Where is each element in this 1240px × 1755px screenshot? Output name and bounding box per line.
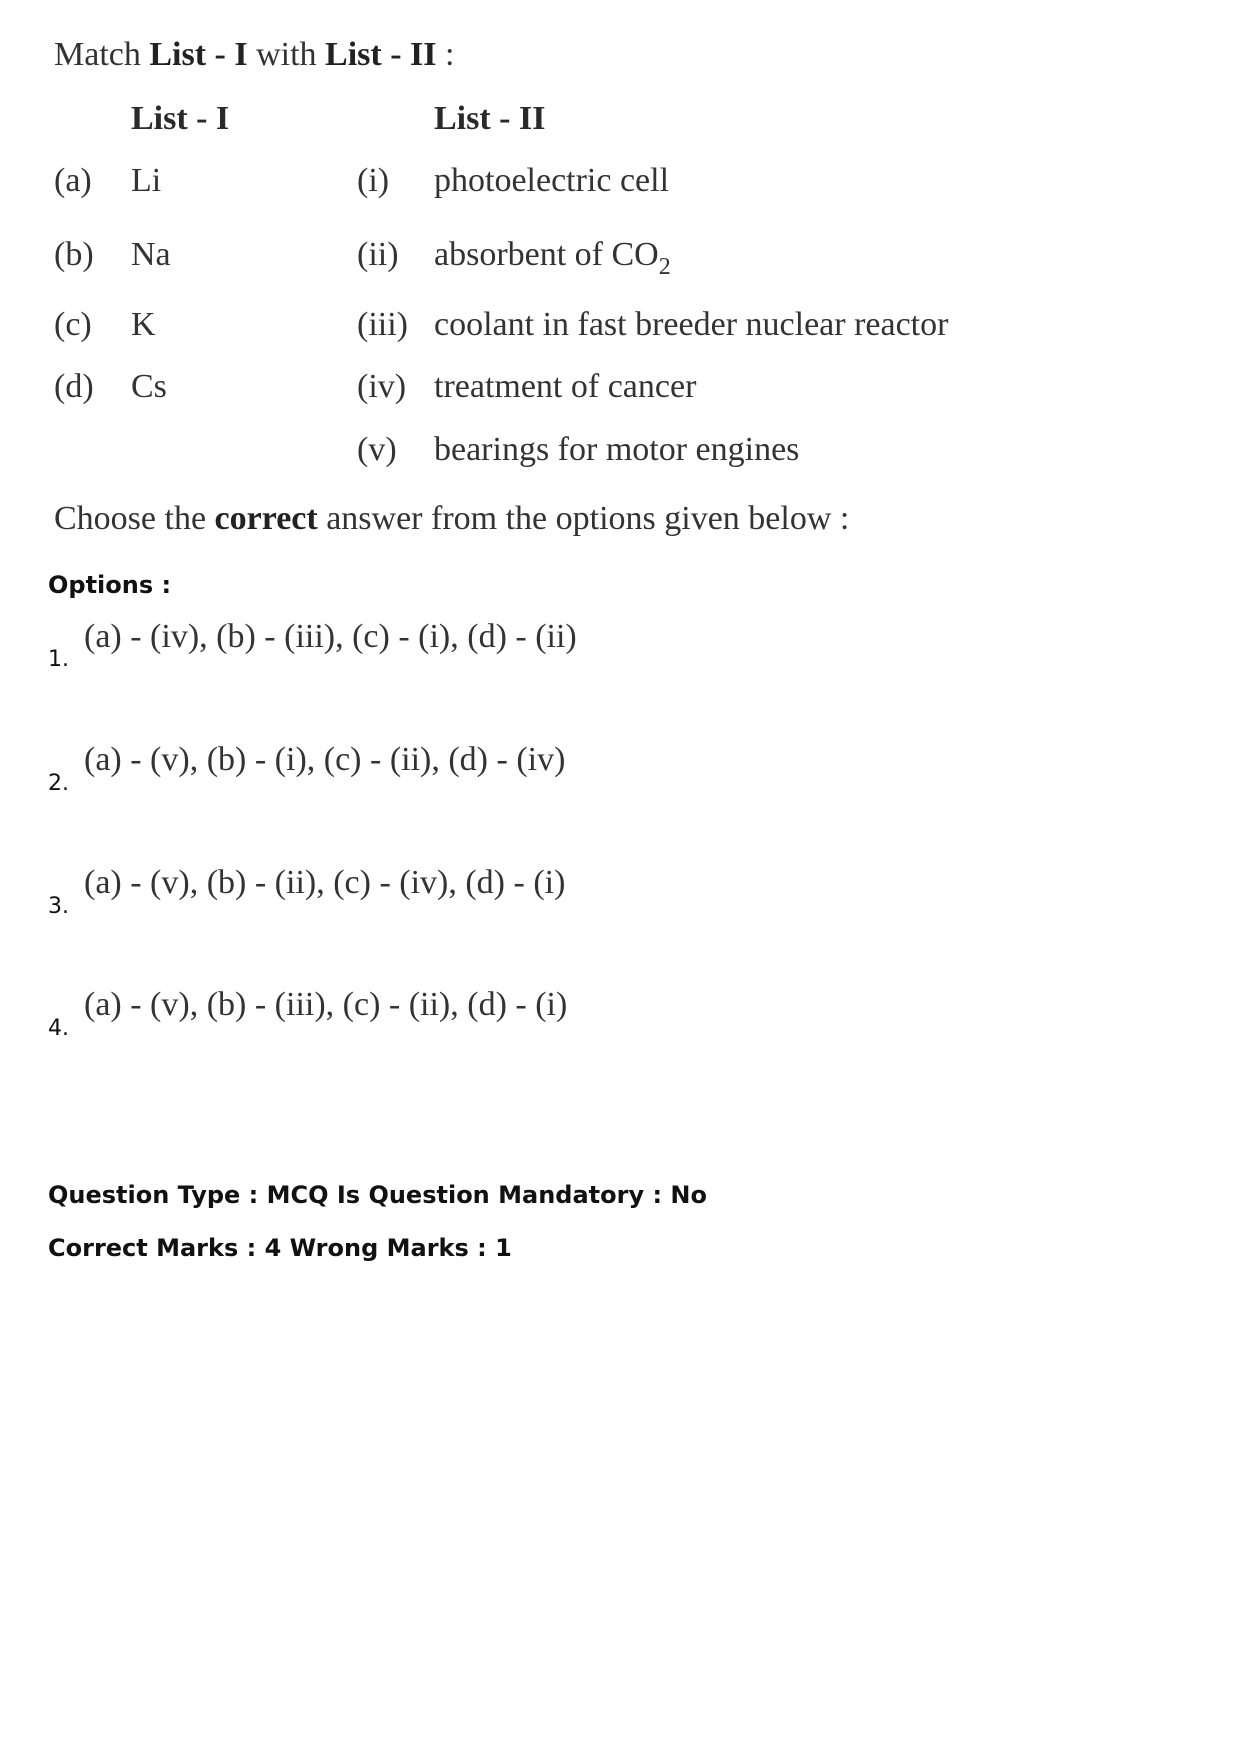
list2-text: coolant in fast breeder nuclear reactor bbox=[434, 306, 949, 343]
list1-item: Na bbox=[131, 236, 171, 273]
list1-item: K bbox=[131, 306, 156, 343]
choose-prefix: Choose the bbox=[54, 500, 215, 537]
instruction-list1: List - I bbox=[149, 36, 248, 73]
list2-text-main: absorbent of CO bbox=[434, 236, 659, 273]
list2-text: photoelectric cell bbox=[434, 162, 670, 199]
list1-label: (c) bbox=[54, 306, 92, 343]
option-4[interactable]: (a) - (v), (b) - (iii), (c) - (ii), (d) - (i) bbox=[84, 986, 568, 1023]
choose-suffix: answer from the options given below : bbox=[317, 500, 850, 537]
option-2[interactable]: (a) - (v), (b) - (i), (c) - (ii), (d) - (iv) bbox=[84, 741, 566, 778]
list1-label: (d) bbox=[54, 368, 94, 405]
list1-item: Cs bbox=[131, 368, 167, 405]
option-number: 2. bbox=[48, 771, 69, 796]
choose-bold: correct bbox=[214, 500, 318, 537]
subscript-2: 2 bbox=[658, 254, 671, 280]
list2-text: treatment of cancer bbox=[434, 368, 697, 405]
option-number: 3. bbox=[48, 894, 69, 919]
instruction-mid: with bbox=[247, 36, 326, 73]
choose-instruction bbox=[54, 500, 849, 538]
question-instruction bbox=[54, 36, 454, 74]
list2-label: (i) bbox=[357, 162, 390, 199]
option-number: 1. bbox=[48, 647, 69, 672]
option-1[interactable]: (a) - (iv), (b) - (iii), (c) - (i), (d) - (ii) bbox=[84, 618, 577, 655]
list2-text: bearings for motor engines bbox=[434, 431, 800, 468]
list1-label: (a) bbox=[54, 162, 92, 199]
list1-item: Li bbox=[131, 162, 162, 199]
instruction-list2: List - II bbox=[325, 36, 437, 73]
list2-label: (ii) bbox=[357, 236, 399, 273]
list2-text bbox=[434, 236, 671, 280]
option-3[interactable]: (a) - (v), (b) - (ii), (c) - (iv), (d) - (i) bbox=[84, 864, 566, 901]
list1-header: List - I bbox=[131, 100, 230, 137]
option-number: 4. bbox=[48, 1016, 69, 1041]
list2-label: (iii) bbox=[357, 306, 408, 343]
marks-info: Correct Marks : 4 Wrong Marks : 1 bbox=[48, 1234, 512, 1262]
list2-header: List - II bbox=[434, 100, 546, 137]
question-type-info: Question Type : MCQ Is Question Mandatory : No bbox=[48, 1181, 707, 1209]
instruction-suffix: : bbox=[436, 36, 455, 73]
list2-label: (v) bbox=[357, 431, 397, 468]
options-label: Options : bbox=[48, 571, 172, 599]
list2-label: (iv) bbox=[357, 368, 407, 405]
list1-label: (b) bbox=[54, 236, 94, 273]
instruction-prefix: Match bbox=[54, 36, 150, 73]
